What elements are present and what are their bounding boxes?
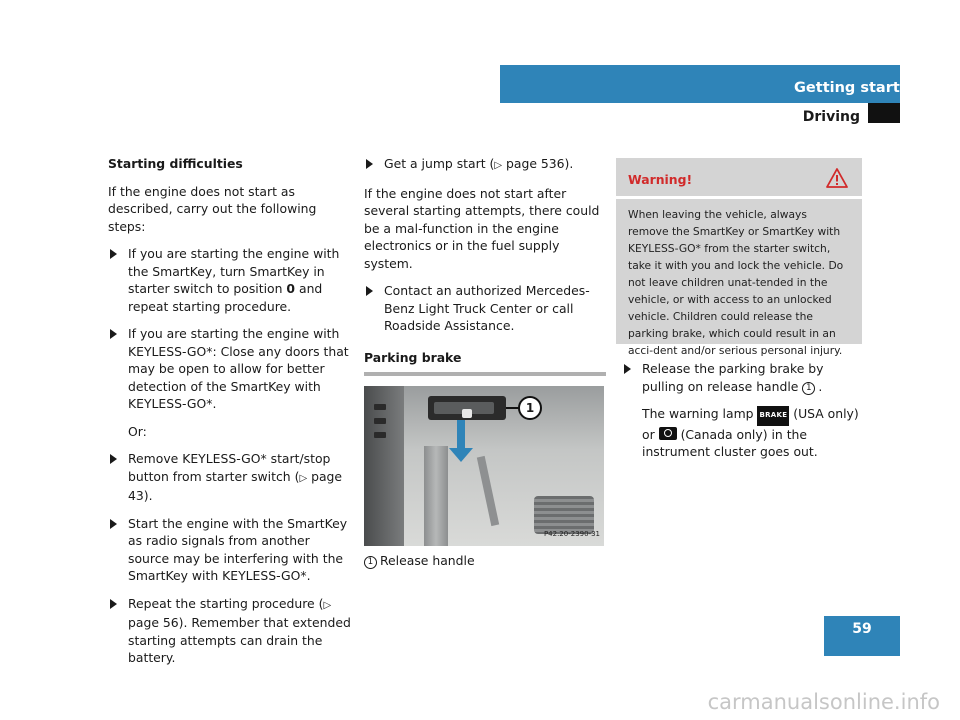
- bullet-arrow-icon: [110, 329, 117, 339]
- section-heading-parking-brake: Parking brake: [364, 349, 606, 377]
- paragraph-text: (Canada only) in the instrument cluster goes out.: [642, 426, 818, 459]
- list-item-text: .: [818, 378, 823, 394]
- switch-icon: [374, 404, 386, 410]
- list-item-text: Start the engine with the SmartKey as radio signals from another source may be interfering with the SmartKey with KEYLESS-GO*.: [128, 515, 348, 583]
- warning-box: [616, 158, 862, 357]
- column-1: [108, 155, 353, 677]
- page-number: 59: [852, 621, 872, 637]
- list-item-text: Repeat the starting procedure (: [128, 595, 324, 611]
- list-item-text: and repeat starting procedure.: [128, 281, 323, 314]
- caption-number: 1: [364, 556, 377, 569]
- bullet-arrow-icon: [366, 159, 373, 169]
- column-2: [364, 155, 606, 570]
- page-ref-link[interactable]: page 43).: [128, 468, 343, 503]
- list-item: [622, 360, 862, 395]
- figure-code: P42.20-2390-31: [543, 529, 600, 538]
- caption-text: Release handle: [380, 553, 475, 568]
- page-ref-link[interactable]: page 536).: [502, 156, 574, 171]
- list-item: [108, 245, 353, 315]
- brake-warning-lamp-icon: BRAKE: [757, 406, 789, 426]
- bullet-arrow-icon: [624, 364, 631, 374]
- callout-number: 1: [518, 396, 542, 420]
- list-item-text: If you are starting the engine with KEYLESS-GO*: Close any doors that may be open to allow for better detection of the SmartKey with KEYLESS-GO*.: [128, 326, 349, 411]
- figure-caption: [364, 552, 606, 570]
- or-text: Or:: [128, 423, 147, 439]
- list-item-text: Contact an authorized Mercedes-Benz Light Truck Center or call Roadside Assistance.: [384, 283, 590, 333]
- page-ref-icon: ▷: [323, 599, 332, 611]
- position-value: 0: [286, 281, 296, 296]
- list-item-text: Get a jump start (: [384, 156, 495, 171]
- pedal-arm: [477, 456, 499, 526]
- bullet-arrow-icon: [110, 249, 117, 259]
- warning-header: [616, 158, 862, 199]
- list-item: [108, 325, 353, 413]
- section-title: Driving: [802, 109, 860, 125]
- heading-starting-difficulties: Starting difficulties: [108, 156, 243, 171]
- warning-title: Warning!: [628, 172, 693, 187]
- parking-brake-symbol-icon: [462, 409, 472, 418]
- switch-icon: [374, 418, 386, 424]
- list-item-text: Remove KEYLESS-GO* start/stop button from starter switch (: [128, 451, 331, 484]
- list-item: [108, 450, 353, 505]
- paragraph-text: (USA only) or: [642, 406, 859, 442]
- list-item-text: If you are starting the engine with the SmartKey, turn SmartKey in starter switch to position: [128, 246, 340, 296]
- chapter-title: Getting started: [794, 80, 920, 96]
- parking-brake-photo: [364, 386, 604, 546]
- paragraph-text: The warning lamp: [642, 406, 758, 421]
- pull-arrow-icon: [449, 448, 473, 462]
- bullet-arrow-icon: [110, 454, 117, 464]
- dashboard-panel: [364, 386, 404, 546]
- column-3: [622, 360, 862, 471]
- bullet-arrow-icon: [110, 519, 117, 529]
- paragraph: If the engine does not start after several starting attempts, there could be a mal-function in the engine electronics or in the fuel supply system.: [364, 185, 600, 271]
- canada-brake-lamp-icon: [659, 427, 677, 440]
- list-item: [364, 155, 606, 175]
- list-item-text: Release the parking brake by pulling on release handle: [642, 361, 824, 394]
- paragraph: [622, 405, 862, 461]
- warning-text: When leaving the vehicle, always remove the SmartKey or SmartKey with KEYLESS-GO* from the starter switch, take it with you and lock the vehicle. Do not leave children unat-tended in the vehicle, or with access to an unlocked vehicle. Children could release the parking brake, which could result in an acci-dent and/or serious personal injury.: [628, 208, 844, 357]
- header-marker: [868, 103, 900, 123]
- pull-arrow-icon: [457, 420, 465, 450]
- release-handle: [428, 396, 506, 420]
- warning-triangle-icon: [826, 168, 848, 188]
- steering-column: [424, 446, 448, 546]
- list-item: [108, 515, 353, 585]
- footer-watermark: carmanualsonline.info: [707, 690, 940, 714]
- bullet-arrow-icon: [366, 286, 373, 296]
- callout-number: 1: [802, 382, 815, 395]
- bullet-arrow-icon: [110, 599, 117, 609]
- page-ref-icon: ▷: [299, 472, 308, 484]
- list-item: [108, 595, 353, 667]
- page-ref-icon: ▷: [494, 160, 503, 171]
- list-item: [364, 282, 606, 335]
- page-ref-link[interactable]: page 56). Remember that extended starting attempts can drain the battery.: [128, 615, 351, 665]
- intro-paragraph: If the engine does not start as described, carry out the following steps:: [108, 183, 317, 234]
- switch-icon: [374, 432, 386, 438]
